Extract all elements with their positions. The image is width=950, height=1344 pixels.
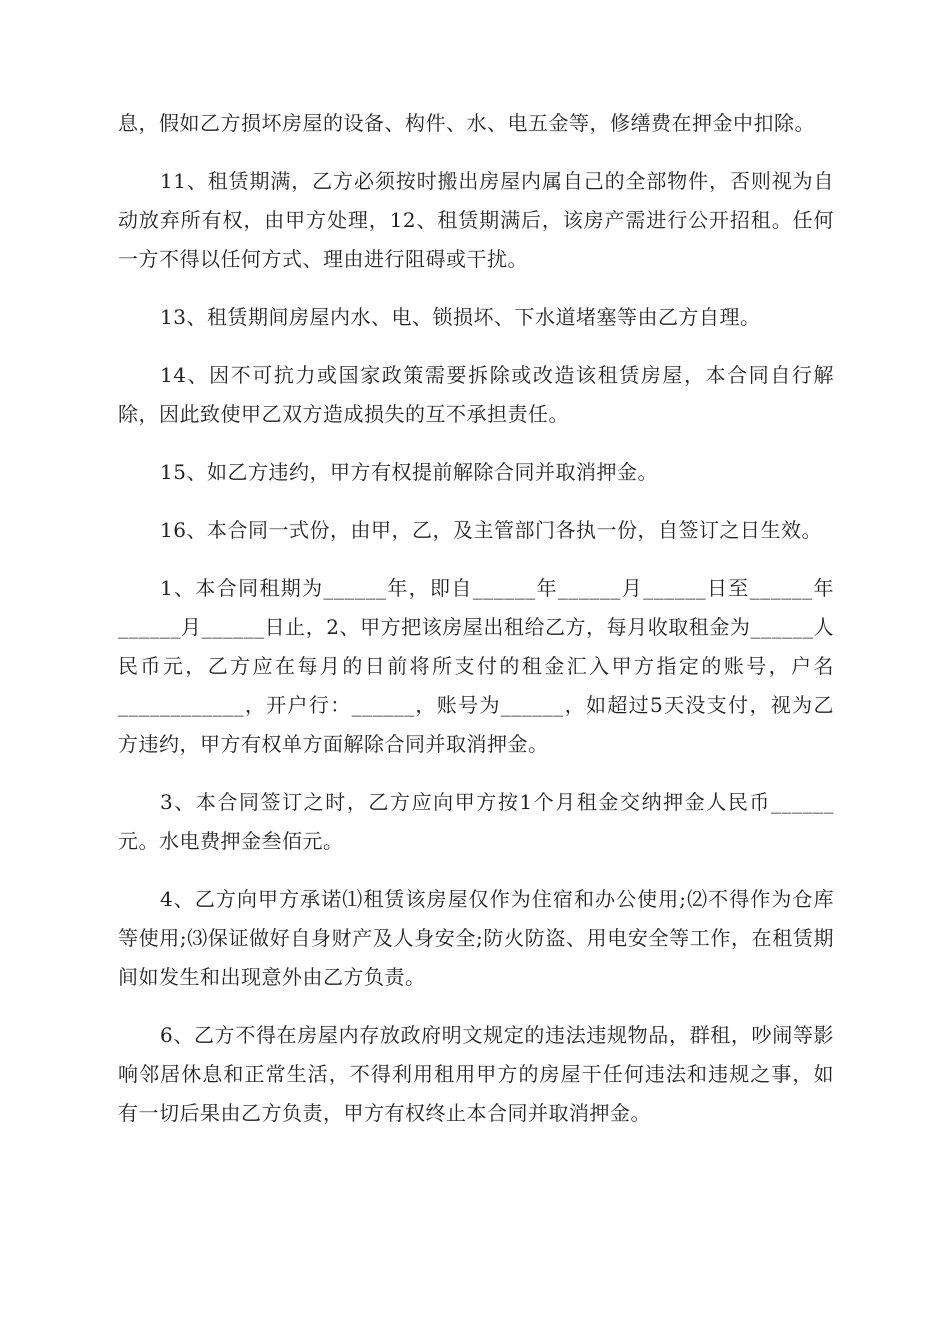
paragraph-clause-4: 4、乙方向甲方承诺⑴租赁该房屋仅作为住宿和办公使用;⑵不得作为仓库等使用;⑶保证做好自身财产及人身安全;防火防盗、用电安全等工作，在租赁期间如发生和出现意外由乙方负责。: [118, 887, 834, 989]
document-body: [118, 104, 834, 1152]
paragraph-clause-13: 13、租赁期间房屋内水、电、锁损坏、下水道堵塞等由乙方自理。: [160, 305, 761, 329]
paragraph-clause-6: 6、乙方不得在房屋内存放政府明文规定的违法违规物品，群租，吵闹等影响邻居休息和正常生活，不得利用租用甲方的房屋干任何违法和违规之事，如有一切后果由乙方负责，甲方有权终止本合同并取消押金。: [118, 1023, 834, 1125]
paragraph-clause-15: 15、如乙方违约，甲方有权提前解除合同并取消押金。: [160, 460, 658, 484]
paragraph-clause-11-12: 11、租赁期满，乙方必须按时搬出房屋内属自己的全部物件，否则视为自动放弃所有权，由甲方处理，12、租赁期满后，该房产需进行公开招租。任何一方不得以任何方式、理由进行阻碍或干扰。: [118, 169, 834, 271]
paragraph-clause-16: 16、本合同一式份，由甲，乙，及主管部门各执一份，自签订之日生效。: [160, 518, 822, 542]
paragraph-clause-14: 14、因不可抗力或国家政策需要拆除或改造该租赁房屋，本合同自行解除，因此致使甲乙双方造成损失的互不承担责任。: [118, 363, 834, 426]
paragraph-clause-1-2: 1、本合同租期为______年，即自______年______月______日至______年______月______日止，2、甲方把该房屋出租给乙方，每月收取租金为______人民币元，乙方应在每月的日前将所支付的租金汇入甲方指定的账号，户名____________，开户行：______，账号为______，如超过5天没支付，视为乙方违约，甲方有权单方面解除合同并取消押金。: [118, 576, 834, 756]
paragraph-continuation: 息，假如乙方损坏房屋的设备、构件、水、电五金等，修缮费在押金中扣除。: [118, 111, 815, 135]
paragraph-clause-3: 3、本合同签订之时，乙方应向甲方按1个月租金交纳押金人民币______元。水电费押金叁佰元。: [118, 790, 834, 853]
